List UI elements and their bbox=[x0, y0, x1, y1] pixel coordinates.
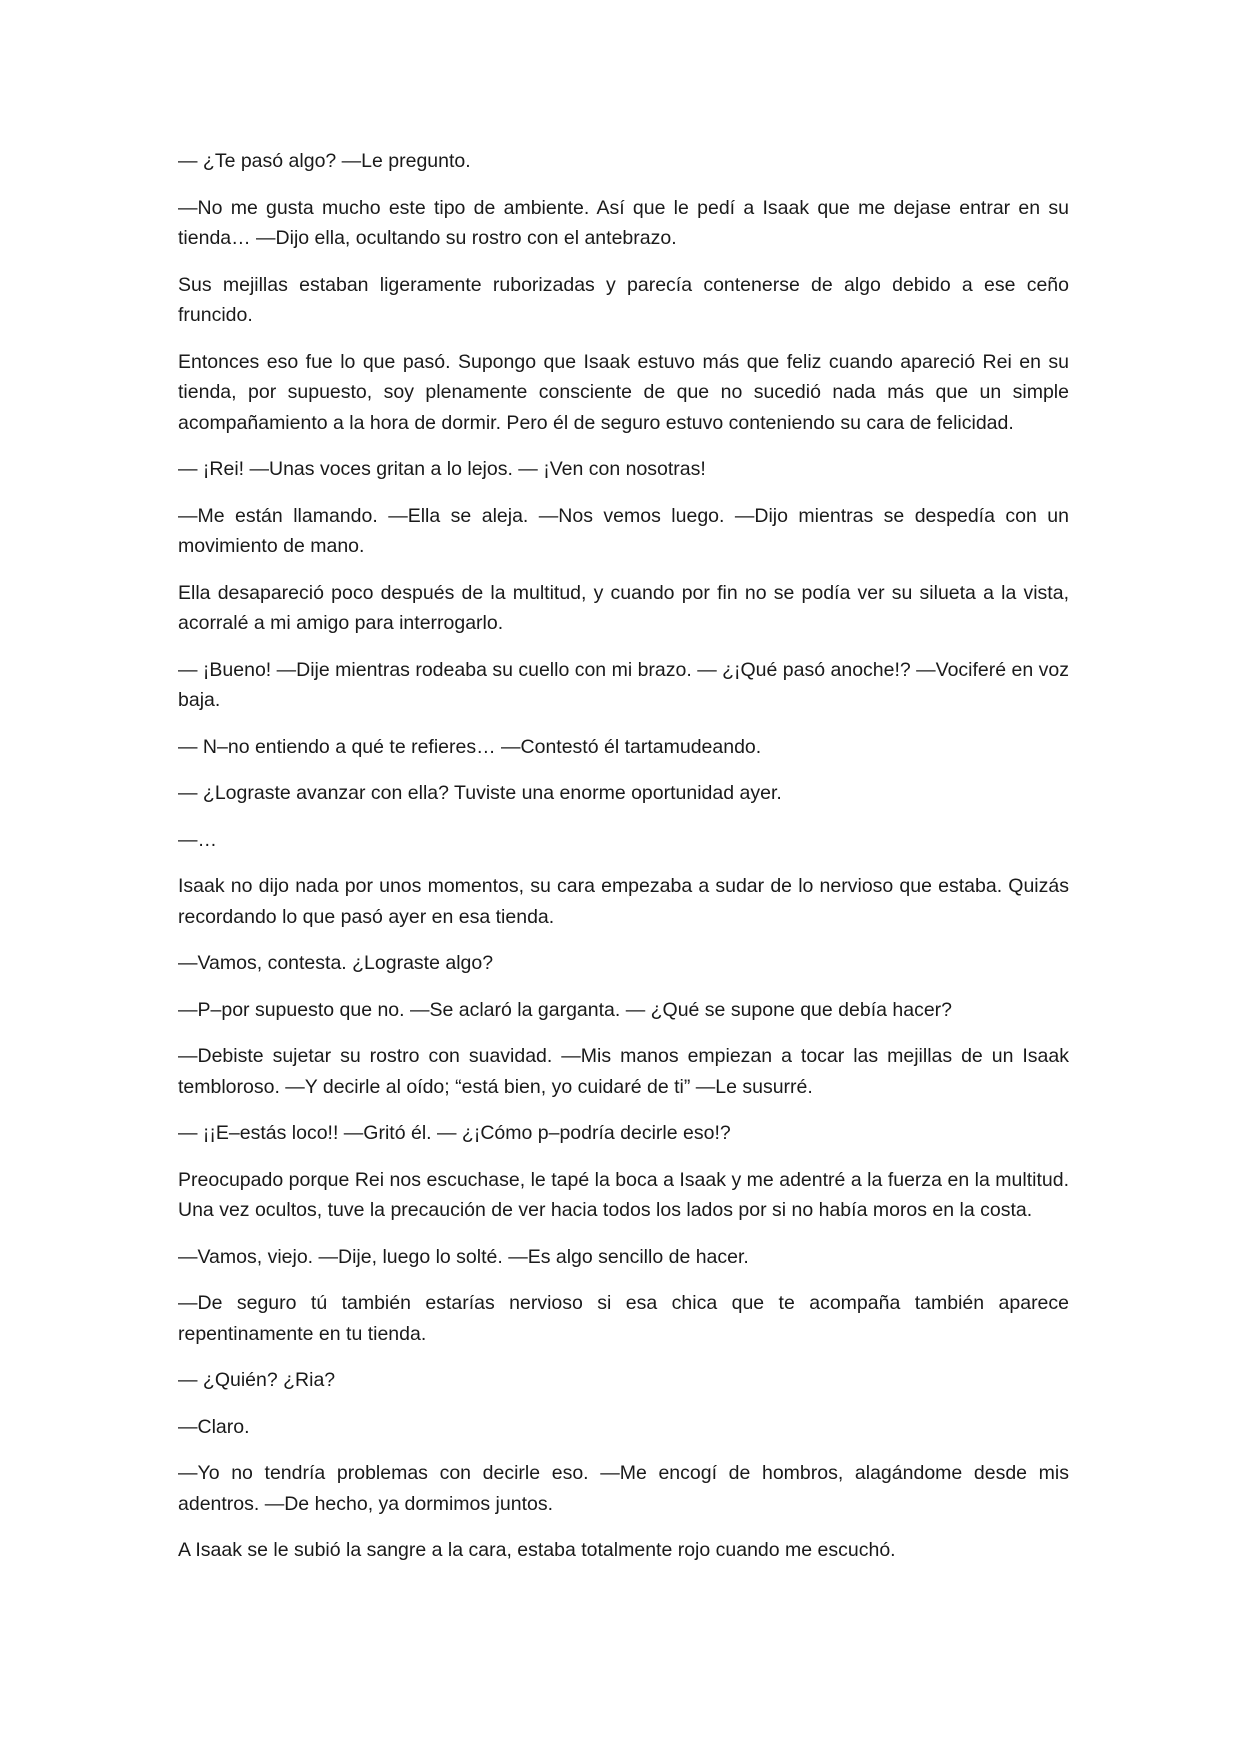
paragraph-14: —P–por supuesto que no. —Se aclaró la garganta. — ¿Qué se supone que debía hacer? bbox=[178, 998, 953, 1021]
paragraph-1: — ¿Te pasó algo? —Le pregunto. bbox=[178, 150, 471, 172]
paragraph-11: —… bbox=[178, 828, 217, 851]
paragraph-9: — N–no entiendo a qué te refieres… —Contestó él tartamudeando. bbox=[178, 735, 762, 758]
paragraph-12: Isaak no dijo nada por unos momentos, su cara empezaba a sudar de lo nervioso que estaba. Quizás recordando lo que pasó ayer en esa tienda. bbox=[178, 875, 1069, 928]
paragraph-3: Sus mejillas estaban ligeramente ruborizadas y parecía contenerse de algo debido a ese ceño fruncido. bbox=[178, 273, 1069, 326]
paragraph-20: — ¿Quién? ¿Ria? bbox=[178, 1369, 336, 1391]
paragraph-19: —De seguro tú también estarías nervioso si esa chica que te acompaña también aparece repentinamente en tu tienda. bbox=[178, 1292, 1069, 1345]
text-body bbox=[178, 146, 1069, 1582]
paragraph-16: — ¡¡E–estás loco!! —Gritó él. — ¿¡Cómo p–podría decirle eso!? bbox=[178, 1122, 731, 1144]
paragraph-5: — ¡Rei! —Unas voces gritan a lo lejos. — ¡Ven con nosotras! bbox=[178, 458, 706, 480]
paragraph-2: —No me gusta mucho este tipo de ambiente. Así que le pedí a Isaak que me dejase entrar en su tienda… —Dijo ella, ocultando su rostro con el antebrazo. bbox=[178, 196, 1069, 249]
paragraph-18: —Vamos, viejo. —Dije, luego lo solté. —Es algo sencillo de hacer. bbox=[178, 1245, 749, 1268]
paragraph-15: —Debiste sujetar su rostro con suavidad. —Mis manos empiezan a tocar las mejillas de un Isaak tembloroso. —Y decirle al oído; “está bien, yo cuidaré de ti” —Le susurré. bbox=[178, 1045, 1069, 1098]
paragraph-13: —Vamos, contesta. ¿Lograste algo? bbox=[178, 952, 494, 974]
paragraph-23: A Isaak se le subió la sangre a la cara, estaba totalmente rojo cuando me escuchó. bbox=[178, 1539, 896, 1561]
paragraph-21: —Claro. bbox=[178, 1415, 250, 1438]
paragraph-17: Preocupado porque Rei nos escuchase, le tapé la boca a Isaak y me adentré a la fuerza en la multitud. Una vez ocultos, tuve la precaución de ver hacia todos los lados por si no había moros en la costa. bbox=[178, 1168, 1069, 1221]
paragraph-7: Ella desapareció poco después de la multitud, y cuando por fin no se podía ver su silueta a la vista, acorralé a mi amigo para interrogarlo. bbox=[178, 581, 1069, 634]
paragraph-4: Entonces eso fue lo que pasó. Supongo que Isaak estuvo más que feliz cuando apareció Rei en su tienda, por supuesto, soy plenamente consciente de que no sucedió nada más que un simple acompañamiento a la hora de dormir. Pero él de seguro estuvo conteniendo su cara de felicidad. bbox=[178, 350, 1069, 434]
paragraph-10: — ¿Lograste avanzar con ella? Tuviste una enorme oportunidad ayer. bbox=[178, 782, 782, 804]
paragraph-8: — ¡Bueno! —Dije mientras rodeaba su cuello con mi brazo. — ¿¡Qué pasó anoche!? —Vociferé en voz baja. bbox=[178, 658, 1069, 711]
paragraph-22: —Yo no tendría problemas con decirle eso. —Me encogí de hombros, alagándome desde mis adentros. —De hecho, ya dormimos juntos. bbox=[178, 1462, 1069, 1515]
paragraph-6: —Me están llamando. —Ella se aleja. —Nos vemos luego. —Dijo mientras se despedía con un movimiento de mano. bbox=[178, 504, 1069, 557]
